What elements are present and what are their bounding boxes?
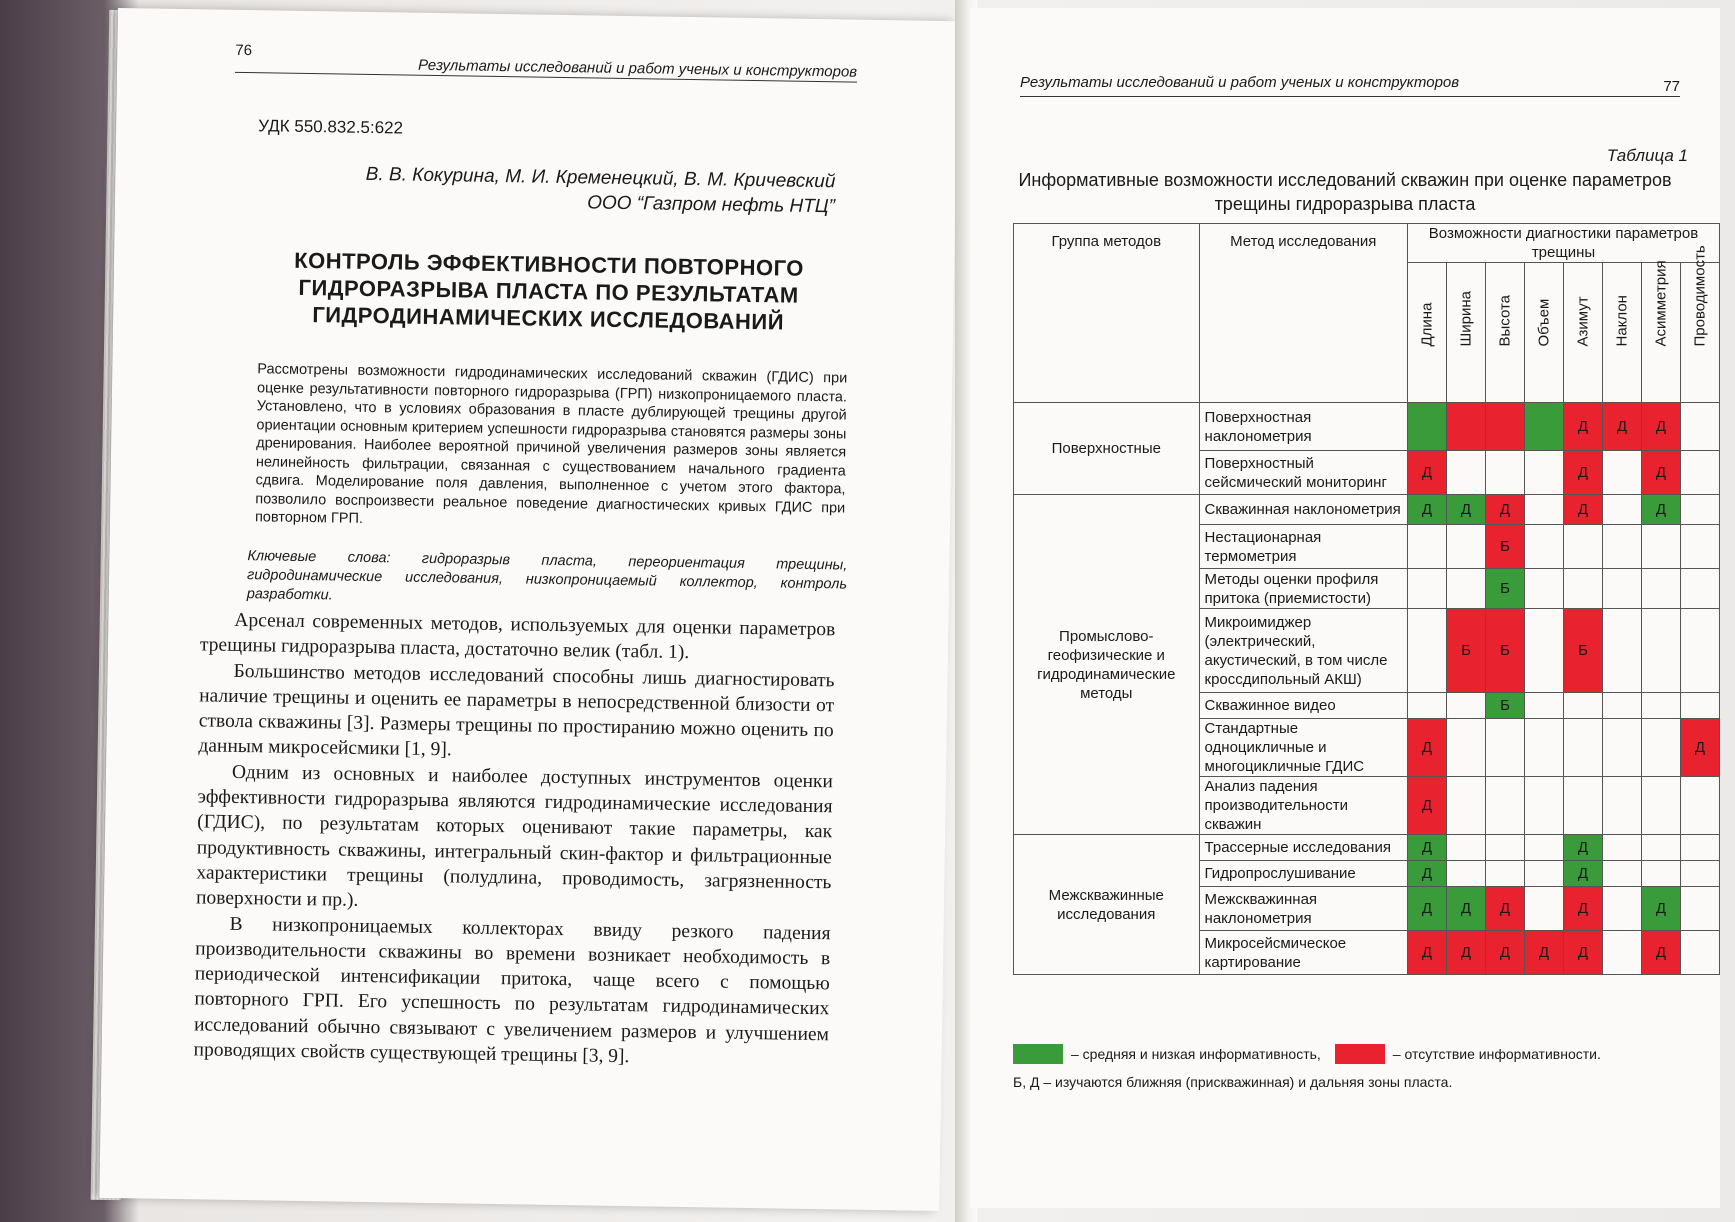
col-group-header: Группа методов [1014, 224, 1200, 403]
capability-cell: Д [1680, 719, 1719, 777]
abstract: Рассмотрены возможности гидродинамических исследований скважин (ГДИС) при оценке результативности повторного гидроразрыва (ГРП) низкопроницаемого пласта. Установлено, что в условиях образования в пласте дублирующей трещины другой ориентации основным критерием успешности гидроразрыва становятся размеры зоны дренирования. Наиболее вероятной причиной увеличения размеров зоны является нелинейность фильтрации, связанная с существованием начального градиента сдвига. Моделирование поля давления, выполненное с учетом этого фактора, позволило воспроизвести реальное поведение диагностических кривых ГДИС при повторном ГРП. [254, 361, 848, 527]
capability-cell [1563, 777, 1602, 835]
capability-cell [1680, 495, 1719, 525]
param-header-label: Проводимость [1691, 245, 1709, 347]
capability-cell [1602, 777, 1641, 835]
capability-cell [1524, 835, 1563, 861]
capability-cell [1641, 835, 1680, 861]
legend-red-swatch [1335, 1044, 1385, 1064]
capability-cell: Д [1407, 495, 1446, 525]
capability-cell [1485, 861, 1524, 887]
capability-cell [1446, 835, 1485, 861]
param-header [1641, 260, 1680, 403]
capability-cell [1485, 451, 1524, 495]
capability-cell [1407, 525, 1446, 569]
running-head-right: Результаты исследований и работ ученых и конструкторов [1020, 74, 1460, 91]
method-group: Межскважинные исследования [1014, 835, 1200, 975]
capability-cell [1446, 777, 1485, 835]
capability-cell: Д [1641, 887, 1680, 931]
organization: ООО “Газпром нефть НТЦ” [587, 192, 836, 218]
param-header [1680, 245, 1719, 403]
page-number-right: 77 [1663, 78, 1680, 95]
method-name: Микросейсмическое картирование [1199, 931, 1407, 975]
capability-cell: Д [1524, 931, 1563, 975]
method-name: Нестационарная термометрия [1199, 525, 1407, 569]
capability-cell [1524, 525, 1563, 569]
capability-cell [1680, 403, 1719, 451]
capability-cell [1446, 451, 1485, 495]
capability-cell [1680, 525, 1719, 569]
method-name: Скважинное видео [1199, 693, 1407, 719]
method-group: Поверхностные [1014, 403, 1200, 495]
capability-cell: Д [1407, 931, 1446, 975]
capability-cell [1602, 495, 1641, 525]
capability-cell [1602, 693, 1641, 719]
param-header [1485, 263, 1524, 403]
capability-cell [1602, 451, 1641, 495]
capability-cell: Б [1446, 609, 1485, 693]
method-name: Анализ падения производительности скважин [1199, 777, 1407, 835]
legend-red-text: – отсутствие информативности. [1392, 1046, 1601, 1062]
table-label: Таблица 1 [1606, 146, 1688, 165]
capability-cell: Д [1485, 495, 1524, 525]
capability-cell: Б [1485, 569, 1524, 609]
capability-cell [1524, 609, 1563, 693]
capability-cell [1680, 931, 1719, 975]
capability-cell [1446, 569, 1485, 609]
right-page [970, 8, 1720, 1208]
capability-cell [1524, 777, 1563, 835]
table-row [1014, 495, 1720, 525]
capability-cell: Д [1563, 835, 1602, 861]
title-line: ГИДРОРАЗРЫВА ПЛАСТА ПО РЕЗУЛЬТАТАМ [298, 274, 799, 308]
param-header-label: Асимметрия [1652, 260, 1670, 347]
param-header-label: Объем [1535, 298, 1553, 347]
capability-cell [1407, 403, 1446, 451]
capability-cell [1446, 861, 1485, 887]
capability-cell [1680, 887, 1719, 931]
capability-cell [1602, 835, 1641, 861]
capability-cell [1563, 719, 1602, 777]
capability-cell [1524, 403, 1563, 451]
param-header-label: Азимут [1574, 296, 1592, 347]
capability-cell [1524, 495, 1563, 525]
keywords: Ключевые слова: гидроразрыв пласта, переориентация трещины, гидродинамические исследования, низкопроницаемый коллектор, контроль разработки. [246, 548, 848, 604]
param-header [1563, 263, 1602, 403]
param-header-label: Ширина [1457, 291, 1475, 347]
col-caps-header: Возможности диагностики параметров трещины [1407, 224, 1719, 263]
capability-cell: Д [1446, 931, 1485, 975]
method-name: Стандартные одноцикличные и многоцикличные ГДИС [1199, 719, 1407, 777]
capability-cell [1602, 719, 1641, 777]
capability-cell [1407, 609, 1446, 693]
capability-cell [1602, 525, 1641, 569]
capability-cell [1641, 693, 1680, 719]
capability-cell: Д [1641, 451, 1680, 495]
capability-cell: Д [1563, 887, 1602, 931]
method-name: Скважинная наклонометрия [1199, 495, 1407, 525]
capability-cell [1407, 693, 1446, 719]
capability-cell: Д [1407, 451, 1446, 495]
authors: В. В. Кокурина, М. И. Кременецкий, В. М. Кричевский [365, 163, 836, 193]
capability-cell: Д [1485, 887, 1524, 931]
capability-cell: Д [1407, 887, 1446, 931]
capability-cell: Д [1563, 495, 1602, 525]
capability-cell [1680, 777, 1719, 835]
capability-cell [1641, 777, 1680, 835]
table-title: Информативные возможности исследований скважин при оценке параметров трещины гидроразрыва пласта [1018, 170, 1672, 214]
capability-cell [1563, 525, 1602, 569]
capability-cell [1602, 887, 1641, 931]
running-head-left: Результаты исследований и работ ученых и конструкторов [417, 56, 858, 81]
body-text [193, 607, 835, 1072]
capability-cell [1641, 569, 1680, 609]
capability-cell [1602, 609, 1641, 693]
capability-cell [1485, 835, 1524, 861]
capability-cell: Б [1563, 609, 1602, 693]
capability-cell: Д [1407, 835, 1446, 861]
capability-cell [1680, 835, 1719, 861]
paragraph: Большинство методов исследований способны лишь диагностировать наличие трещины и оценить ее параметры в непосредственной близости от ствола скважины [3]. Размеры трещины по простиранию можно оценить по данным микросейсмики [1, 9]. [198, 660, 835, 761]
header-rule-right [1020, 96, 1680, 97]
capability-cell [1524, 887, 1563, 931]
capability-cell [1485, 403, 1524, 451]
article-title [203, 245, 894, 337]
method-name: Межскважинная наклонометрия [1199, 887, 1407, 931]
left-page [99, 8, 958, 1211]
capability-cell [1446, 525, 1485, 569]
paragraph: Одним из основных и наиболее доступных инструментов оценки эффективности гидроразрыва являются гидродинамические исследования (ГДИС), по результатам которых оценивают такие параметры, как продуктивность скважины, интегральный скин-фактор и фильтрационные характеристики трещины (полудлина, проводимость, загрязненность поверхности и пр.). [195, 761, 834, 912]
capability-cell: Д [1446, 887, 1485, 931]
title-line: ГИДРОДИНАМИЧЕСКИХ ИССЛЕДОВАНИЙ [312, 302, 785, 335]
legend [1013, 1044, 1601, 1064]
paragraph: Арсенал современных методов, используемых для оценки параметров трещины гидроразрыва пласта, достаточно велик (табл. 1). [199, 609, 836, 664]
table-row [1014, 403, 1720, 451]
capability-cell [1680, 451, 1719, 495]
method-name: Поверхностный сейсмический мониторинг [1199, 451, 1407, 495]
capability-cell [1680, 609, 1719, 693]
capability-cell [1680, 569, 1719, 609]
capability-cell: Д [1641, 931, 1680, 975]
method-name: Гидропрослушивание [1199, 861, 1407, 887]
method-name: Микроимиджер (электрический, акустический, в том числе кроссдипольный АКШ) [1199, 609, 1407, 693]
method-name: Трассерные исследования [1199, 835, 1407, 861]
param-header-label: Высота [1496, 294, 1514, 347]
capability-cell [1641, 609, 1680, 693]
param-header [1407, 263, 1446, 403]
paragraph: В низкопроницаемых коллекторах ввиду резкого падения производительности скважины во времени возникает необходимость в периодической интенсификации притока, чаще всего с помощью повторного ГРП. Его успешность по результатам гидродинамических исследований обычно связывают с увеличением размеров и улучшением проводящих свойств существующей трещины [3, 9]. [193, 913, 831, 1068]
capability-cell [1602, 569, 1641, 609]
param-header [1524, 263, 1563, 403]
capability-cell: Б [1485, 525, 1524, 569]
capability-cell [1563, 569, 1602, 609]
capability-cell [1446, 693, 1485, 719]
method-name: Методы оценки профиля притока (приемистости) [1199, 569, 1407, 609]
capability-cell [1446, 719, 1485, 777]
authors-block [365, 162, 835, 219]
capability-cell [1641, 525, 1680, 569]
capability-cell [1524, 719, 1563, 777]
capability-cell [1680, 861, 1719, 887]
capability-cell [1524, 569, 1563, 609]
capability-cell [1602, 931, 1641, 975]
method-name: Поверхностная наклонометрия [1199, 403, 1407, 451]
capability-cell: Б [1485, 609, 1524, 693]
title-line: КОНТРОЛЬ ЭФФЕКТИВНОСТИ ПОВТОРНОГО [293, 247, 805, 281]
capability-cell [1641, 719, 1680, 777]
capability-cell [1446, 403, 1485, 451]
capabilities-table [1013, 223, 1720, 975]
capability-cell [1602, 861, 1641, 887]
capability-cell: Д [1407, 719, 1446, 777]
capability-cell: Д [1641, 403, 1680, 451]
param-header [1446, 263, 1485, 403]
capability-cell: Д [1563, 451, 1602, 495]
capability-cell: Д [1563, 931, 1602, 975]
capability-cell: Д [1602, 403, 1641, 451]
method-group: Промыслово-геофизические и гидродинамические методы [1014, 495, 1200, 835]
capability-cell [1485, 777, 1524, 835]
capability-cell [1524, 451, 1563, 495]
capability-cell: Д [1407, 777, 1446, 835]
table-row [1014, 835, 1720, 861]
capability-cell [1524, 861, 1563, 887]
legend-note: Б, Д – изучаются ближняя (прискважинная) и дальняя зоны пласта. [1013, 1074, 1453, 1090]
capability-cell: Д [1407, 861, 1446, 887]
capability-cell: Б [1485, 693, 1524, 719]
udk-code: УДК 550.832.5:622 [258, 116, 404, 138]
capability-cell [1641, 861, 1680, 887]
col-method-header: Метод исследования [1199, 224, 1407, 403]
capability-cell [1407, 569, 1446, 609]
capability-cell: Д [1563, 861, 1602, 887]
page-number-left: 76 [235, 41, 253, 60]
capability-cell: Д [1485, 931, 1524, 975]
param-header-label: Наклон [1613, 295, 1631, 347]
param-header-label: Длина [1418, 302, 1436, 347]
capability-cell [1485, 719, 1524, 777]
capability-cell [1563, 693, 1602, 719]
capability-cell [1524, 693, 1563, 719]
capability-cell: Д [1563, 403, 1602, 451]
legend-green-text: – средняя и низкая информативность, [1071, 1046, 1321, 1062]
param-header [1602, 263, 1641, 403]
capability-cell [1680, 693, 1719, 719]
capability-cell: Д [1446, 495, 1485, 525]
legend-green-swatch [1013, 1044, 1063, 1064]
capability-cell: Д [1641, 495, 1680, 525]
